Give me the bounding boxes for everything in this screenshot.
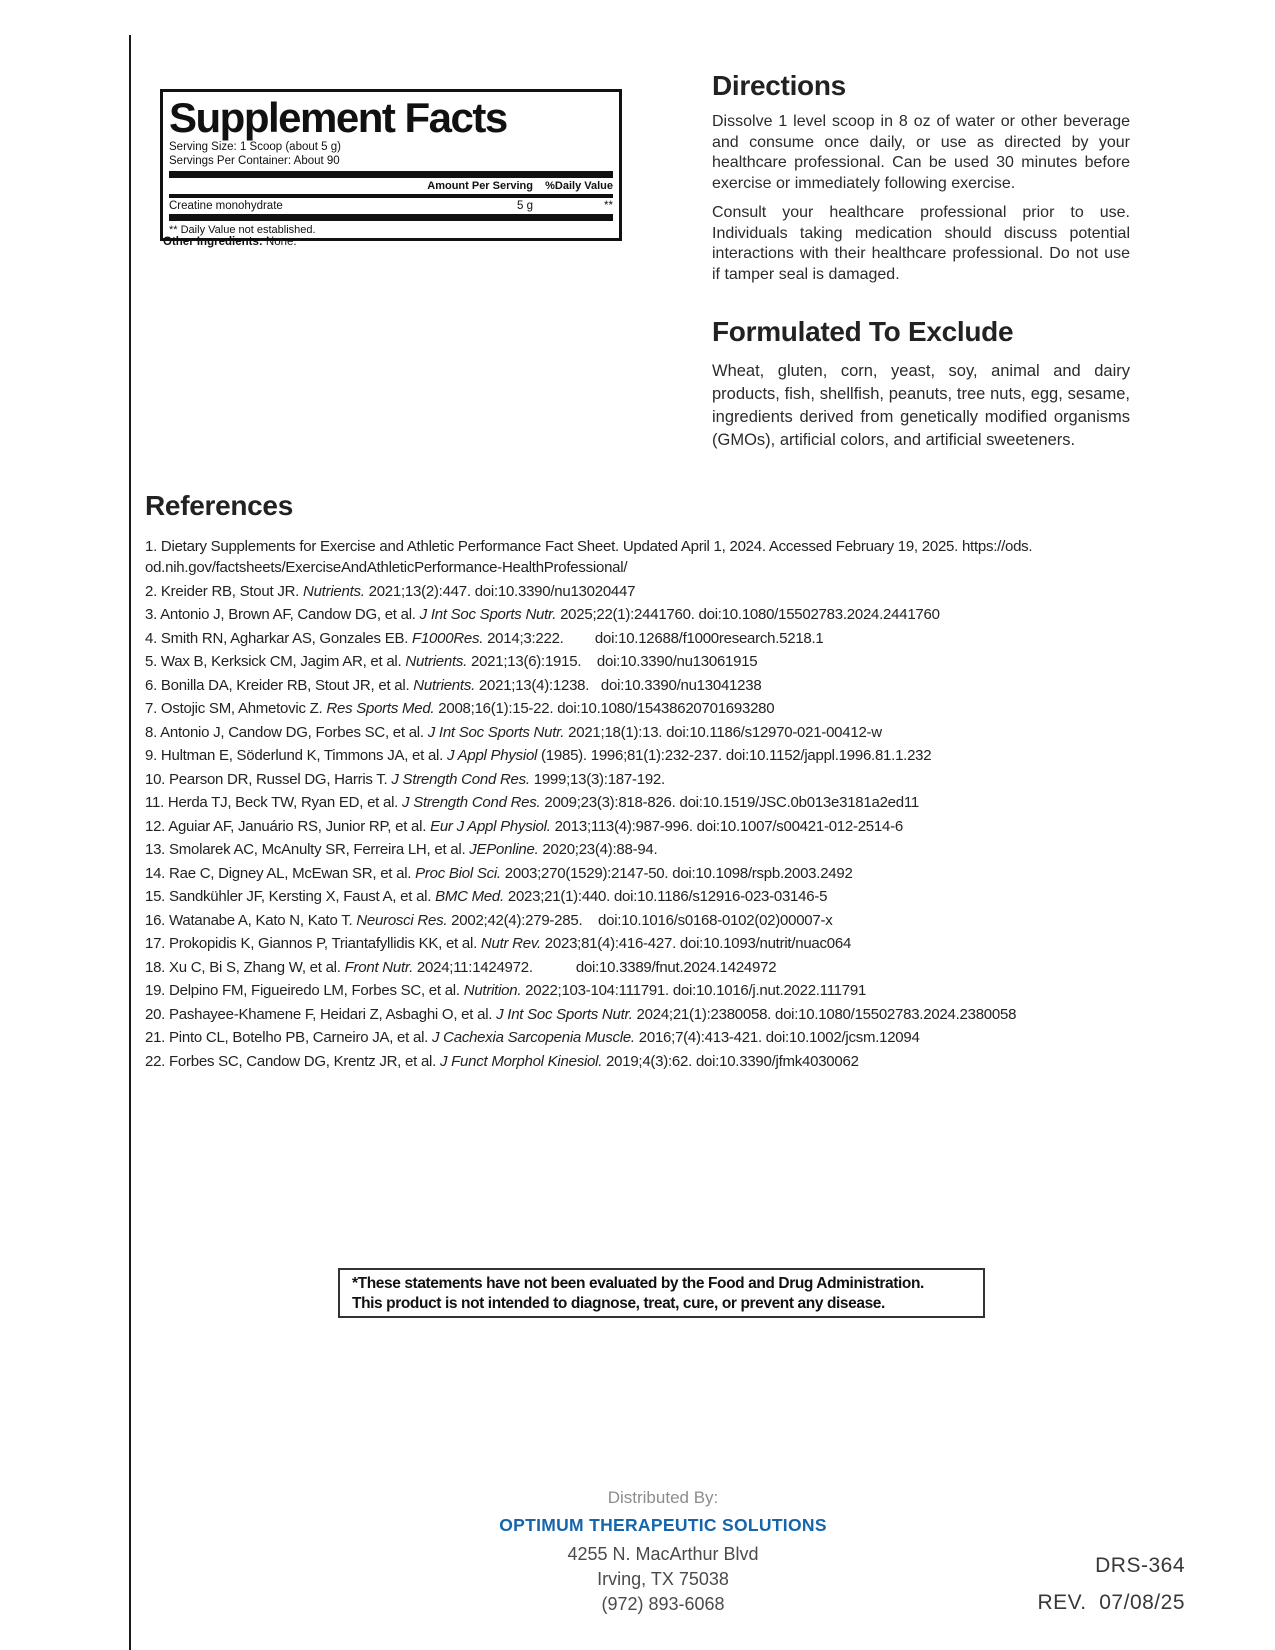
doc-code: DRS-364: [1095, 1554, 1185, 1577]
panel-rule-thick: [169, 171, 613, 178]
reference-item: 4. Smith RN, Agharkar AS, Gonzales EB. F1000Res. 2014;3:222. doi:10.12688/f1000research.5218.1: [145, 629, 824, 647]
reference-item: 19. Delpino FM, Figueiredo LM, Forbes SC, et al. Nutrition. 2022;103-104:111791. doi:10.1016/j.nut.2022.111791: [145, 982, 867, 999]
supplement-facts-panel: [160, 89, 622, 241]
supplement-facts-title: Supplement Facts: [169, 94, 507, 141]
serving-size: Serving Size: 1 Scoop (about 5 g): [169, 141, 341, 153]
reference-item: 18. Xu C, Bi S, Zhang W, et al. Front Nutr. 2024;11:1424972. doi:10.3389/fnut.2024.1424972: [145, 958, 777, 976]
phone-number: (972) 893-6068: [601, 1594, 725, 1614]
distributor-block: [463, 1488, 863, 1617]
die-cut-line: [129, 35, 131, 1650]
reference-item: 3. Antonio J, Brown AF, Candow DG, et al. J Int Soc Sports Nutr. 2025;22(1):2441760. doi:10.1080/15502783.2024.2441760: [145, 606, 940, 623]
reference-item: 11. Herda TJ, Beck TW, Ryan ED, et al. J Strength Cond Res. 2009;23(3):818-826. doi:10.1519/JSC.0b013e3181a2ed11: [145, 794, 919, 811]
directions-paragraph-2: Consult your healthcare professional prior to use. Individuals taking medication should discuss potential interactions with their healthcare professional. Do not use if tamper seal is damaged.: [712, 204, 1130, 283]
references-list: [145, 536, 1157, 1074]
reference-item: 20. Pashayee-Khamene F, Heidari Z, Asbaghi O, et al. J Int Soc Sports Nutr. 2024;21(1):2380058. doi:10.1080/15502783.2024.2380058: [145, 1005, 1017, 1023]
reference-item: 14. Rae C, Digney AL, McEwan SR, et al. Proc Biol Sci. 2003;270(1529):2147-50. doi:10.1098/rspb.2003.2492: [145, 864, 853, 882]
reference-item: 12. Aguiar AF, Januário RS, Junior RP, et al. Eur J Appl Physiol. 2013;113(4):987-996. doi:10.1007/s00421-012-2514-6: [145, 817, 903, 835]
reference-item: 10. Pearson DR, Russel DG, Harris T. J Strength Cond Res. 1999;13(3):187-192.: [145, 770, 665, 788]
directions-paragraph-1: Dissolve 1 level scoop in 8 oz of water or other beverage and consume once daily, or use as directed by your healthcare professional. Can be used 30 minutes before exercise or immediately following exercise.: [712, 113, 1130, 192]
other-ingredients-value: None.: [262, 236, 297, 248]
dv-footnote: ** Daily Value not established.: [169, 224, 316, 236]
ingredient-dv: **: [604, 200, 613, 212]
servings-per-container: Servings Per Container: About 90: [169, 155, 340, 167]
disclaimer-line-1: *These statements have not been evaluated by the Food and Drug Administration.: [352, 1275, 924, 1292]
ingredient-name: Creatine monohydrate: [169, 200, 283, 212]
panel-header-row: [169, 178, 613, 194]
reference-item: 5. Wax B, Kerksick CM, Jagim AR, et al. Nutrients. 2021;13(6):1915. doi:10.3390/nu13061915: [145, 653, 758, 670]
reference-item: 7. Ostojic SM, Ahmetovic Z. Res Sports Med. 2008;16(1):15-22. doi:10.1080/15438620701693280: [145, 700, 775, 717]
disclaimer-line-2: This product is not intended to diagnose, treat, cure, or prevent any disease.: [352, 1295, 885, 1312]
doc-meta: [950, 1554, 1185, 1615]
address-street: 4255 N. MacArthur Blvd: [567, 1544, 759, 1564]
reference-item: 17. Prokopidis K, Giannos P, Triantafyllidis KK, et al. Nutr Rev. 2023;81(4):416-427. doi:10.1093/nutrit/nuac064: [145, 935, 852, 952]
doc-revision: REV. 07/08/25: [1037, 1591, 1185, 1614]
reference-item: 22. Forbes SC, Candow DG, Krentz JR, et al. J Funct Morphol Kinesiol. 2019;4(3):62. doi:10.3390/jfmk4030062: [145, 1052, 859, 1070]
reference-item: 6. Bonilla DA, Kreider RB, Stout JR, et al. Nutrients. 2021;13(4):1238. doi:10.3390/nu13041238: [145, 676, 762, 694]
ingredient-row: [169, 198, 613, 214]
reference-item: 9. Hultman E, Söderlund K, Timmons JA, et al. J Appl Physiol (1985). 1996;81(1):232-237. doi:10.1152/jappl.1996.81.1.232: [145, 747, 932, 764]
formulated-to-exclude-heading: Formulated To Exclude: [712, 316, 1014, 347]
reference-item: 16. Watanabe A, Kato N, Kato T. Neurosci Res. 2002;42(4):279-285. doi:10.1016/s0168-0102(02)00007-x: [145, 911, 833, 929]
reference-item: 1. Dietary Supplements for Exercise and Athletic Performance Fact Sheet. Updated April 1, 2024. Accessed February 19, 2025. https://ods. od.nih.gov/factsheets/ExerciseAndAthleticPerformance-HealthProfessional/: [145, 538, 1033, 576]
other-ingredients: [163, 236, 297, 248]
reference-item: 8. Antonio J, Candow DG, Forbes SC, et al. J Int Soc Sports Nutr. 2021;18(1):13. doi:10.1186/s12970-021-00412-w: [145, 723, 882, 741]
col-amount-per-serving: Amount Per Serving: [427, 180, 533, 192]
fda-disclaimer-box: [338, 1268, 985, 1318]
distributed-by-label: Distributed By:: [607, 1488, 719, 1507]
col-daily-value: %Daily Value: [545, 180, 613, 192]
formulated-to-exclude-body: Wheat, gluten, corn, yeast, soy, animal and dairy products, fish, shellfish, peanuts, tree nuts, egg, sesame, ingredients derived from genetically modified organisms (GMOs), artificial colors, and artificial sweeteners.: [712, 362, 1130, 449]
panel-rule-thick-bottom: [169, 214, 613, 221]
company-name: OPTIMUM THERAPEUTIC SOLUTIONS: [499, 1515, 827, 1535]
directions-body: [712, 112, 1130, 294]
address-city: Irving, TX 75038: [597, 1569, 729, 1589]
ingredient-amount: 5 g: [517, 200, 533, 212]
directions-heading: Directions: [712, 70, 846, 101]
reference-item: 21. Pinto CL, Botelho PB, Carneiro JA, et al. J Cachexia Sarcopenia Muscle. 2016;7(4):413-421. doi:10.1002/jcsm.12094: [145, 1029, 920, 1046]
references-heading: References: [145, 490, 293, 521]
reference-item: 13. Smolarek AC, McAnulty SR, Ferreira LH, et al. JEPonline. 2020;23(4):88-94.: [145, 841, 658, 858]
reference-item: 2. Kreider RB, Stout JR. Nutrients. 2021;13(2):447. doi:10.3390/nu13020447: [145, 582, 636, 600]
other-ingredients-label: Other Ingredients:: [163, 236, 263, 248]
reference-item: 15. Sandkühler JF, Kersting X, Faust A, et al. BMC Med. 2023;21(1):440. doi:10.1186/s12916-023-03146-5: [145, 888, 828, 905]
